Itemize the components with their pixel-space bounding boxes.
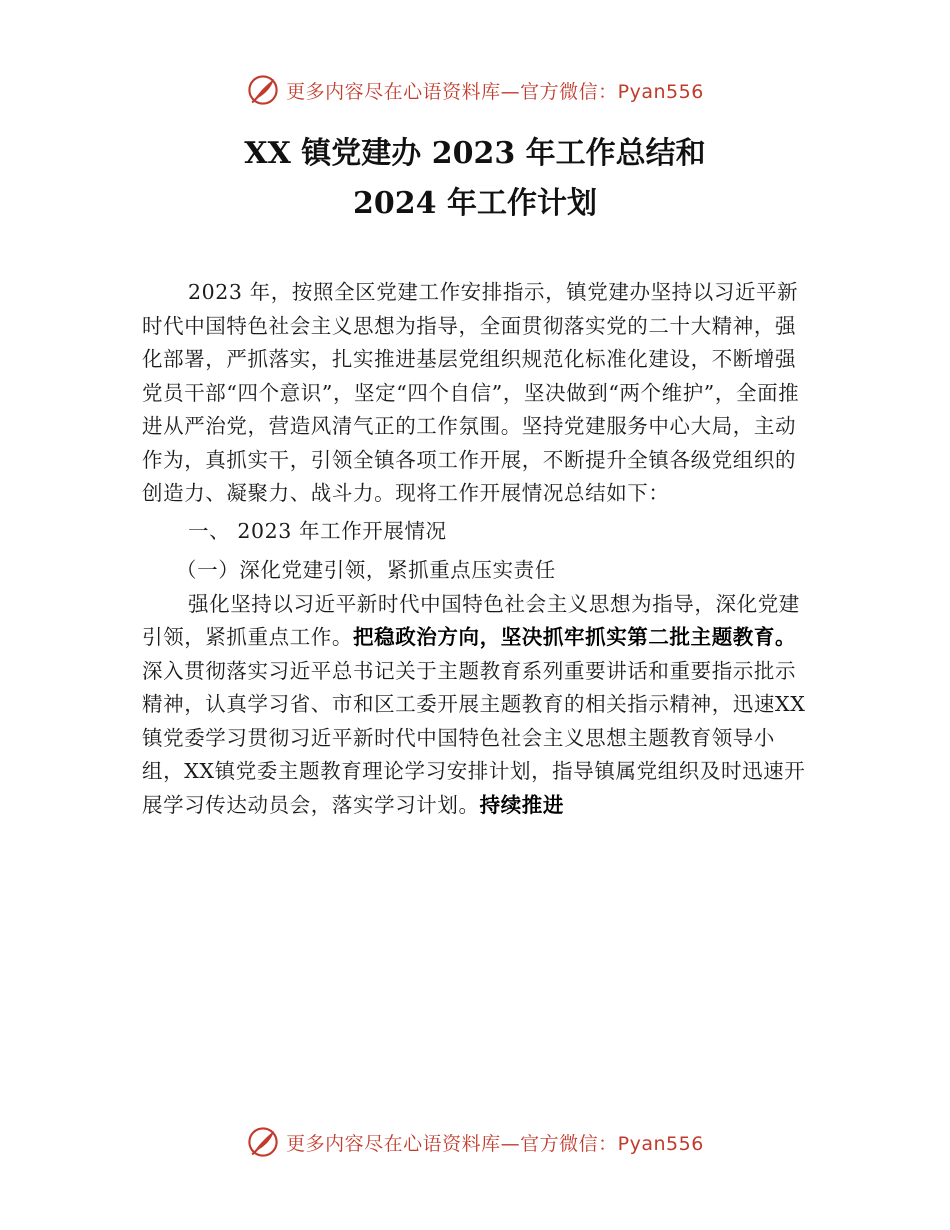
watermark-footer bbox=[0, 1122, 950, 1162]
feather-logo-icon bbox=[246, 73, 280, 107]
document-body bbox=[142, 276, 812, 822]
watermark-text: 更多内容尽在心语资料库—官方微信：Pyan556 bbox=[286, 1132, 704, 1155]
feather-logo-icon bbox=[246, 1125, 280, 1159]
bold-emphasis-2: 持续推进 bbox=[479, 792, 565, 817]
subsection-paragraph-1 bbox=[142, 588, 812, 823]
subsection-heading-1: （一）深化党建引领，紧抓重点压实责任 bbox=[176, 558, 556, 582]
section-heading-1: 一、 2023 年工作开展情况 bbox=[188, 518, 447, 543]
bold-emphasis-1: 把稳政治方向，坚决抓牢抓实第二批主题教育。 bbox=[353, 625, 797, 649]
paragraph-text-2: 深入贯彻落实习近平总书记关于主题教育系列重要讲话和重要指示批示精神，认真学习省、市和区工委开展主题教育的相关指示精神，迅速XX镇党委学习贯彻习近平新时代中国特色社会主义思想主题教育领导小组，XX镇党委主题教育理论学习安排计划，指导镇属党组织及时迅速开展学习传达动员会，落实学习计划。 bbox=[142, 658, 806, 817]
paragraph-text-1: 强化坚持以习近平新时代中国特色社会主义思想为指导，深化党建引领，紧抓重点工作。 bbox=[142, 591, 800, 649]
intro-paragraph: 2023 年，按照全区党建工作安排指示，镇党建办坚持以习近平新时代中国特色社会主义思想为指导，全面贯彻落实党的二十大精神，强化部署，严抓落实，扎实推进基层党组织规范化标准化建设，不断增强党员干部“四个意识”，坚定“四个自信”，坚决做到“两个维护”，全面推进从严治党，营造风清气正的工作氛围。坚持党建服务中心大局，主动作为，真抓实干，引领全镇各项工作开展，不断提升全镇各级党组织的创造力、凝聚力、战斗力。现将工作开展情况总结如下： bbox=[142, 280, 800, 505]
document-title-line2: 2024 年工作计划 bbox=[353, 186, 597, 221]
watermark-text: 更多内容尽在心语资料库—官方微信：Pyan556 bbox=[286, 80, 704, 103]
document-title-line1: XX 镇党建办 2023 年工作总结和 bbox=[244, 136, 706, 171]
watermark-header bbox=[0, 70, 950, 110]
